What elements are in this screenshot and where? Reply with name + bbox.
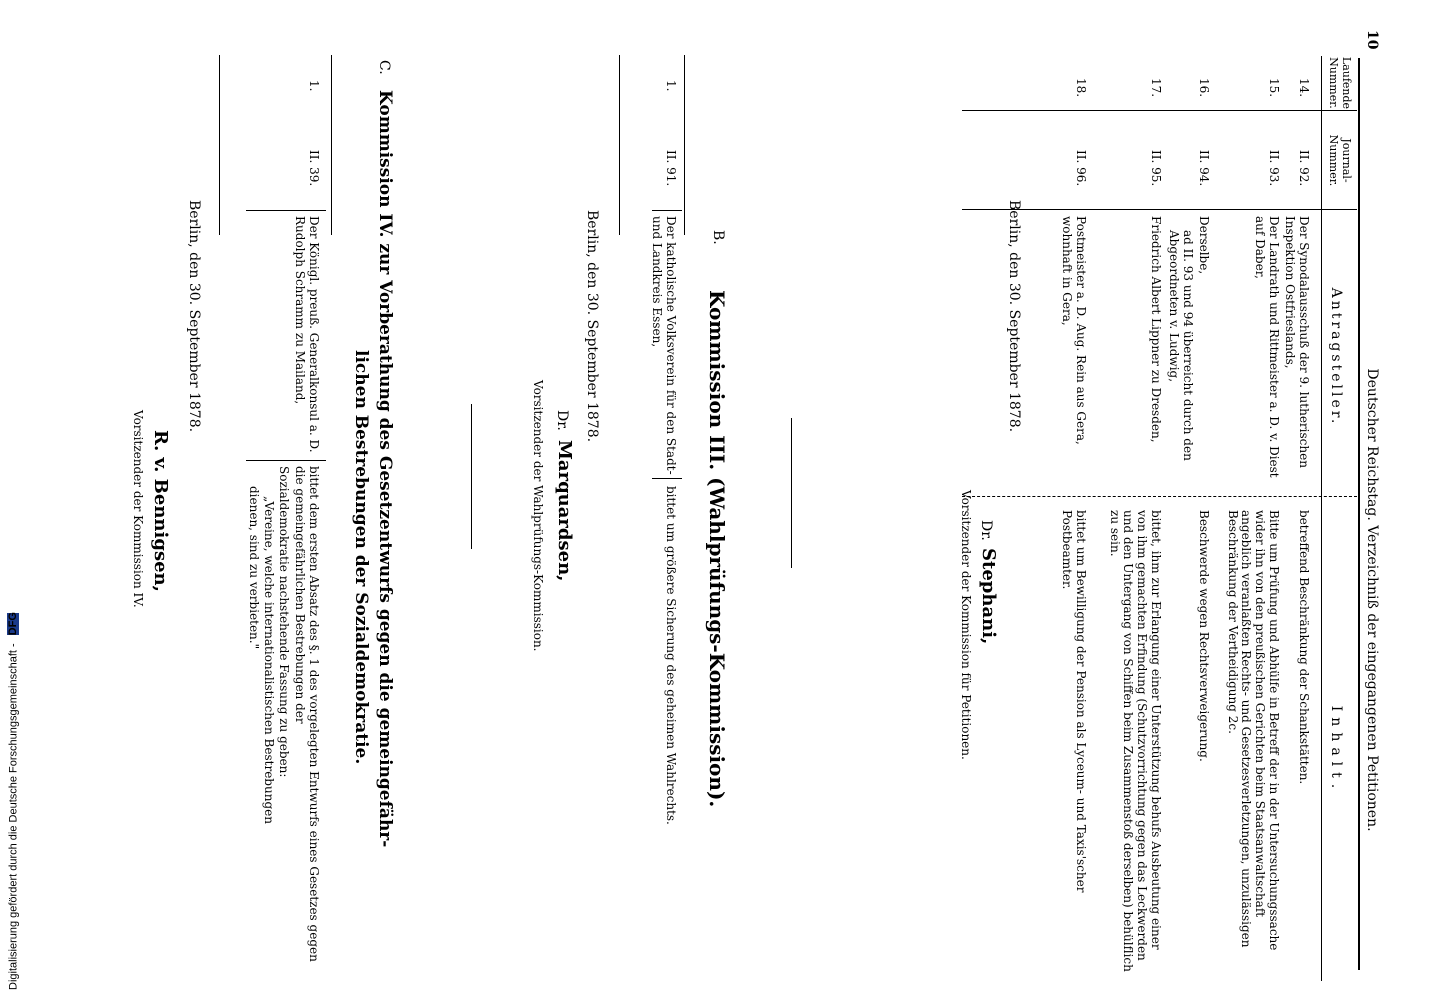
row-inhalt: betreffend Beschränkung der Schankstätten. [1297, 510, 1311, 785]
row-inhalt: bittet um größere Sicherung des geheimen Wahlrechts. [664, 486, 678, 825]
section-heading: Kommission III. (Wahlprüfungs-Kommission). [705, 290, 729, 808]
col-divider [652, 210, 682, 211]
running-title: Deutscher Reichstag. Verzeichniß der eingegangenen Petitionen. [1364, 368, 1380, 832]
col-header-antragsteller: Antragsteller. [1328, 287, 1344, 427]
row-lfd: 16. [1197, 78, 1211, 98]
signer-name: R. v. Bennigsen, [150, 430, 171, 592]
row-rule-top [331, 55, 332, 235]
signer-name: Marquardsen, [554, 440, 575, 582]
row-lfd: 15. [1267, 78, 1281, 98]
signer-name: Stephani, [978, 548, 999, 645]
section-letter: C. [376, 60, 392, 75]
row-inhalt: bittet, ihm zur Erlangung einer Unterstützung behufs Ausbeutung einer von ihm gemachten Erfindung (Schutzvorrichtung gegen das Leckwerden und den Untergang von Schiffen beim Zusammenstoß derselben) behülflich zu sein. [1107, 510, 1163, 972]
col-divider [246, 460, 326, 461]
row-lfd: 18. [1074, 78, 1088, 98]
row-lfd: 1. [307, 80, 321, 92]
row-inhalt: bittet um Bewilligung der Pension als Lyceum- und Taxis'scher Postbeamter. [1060, 510, 1088, 893]
row-journal: II. 39. [307, 150, 321, 187]
signer-role: Vorsitzender der Kommission für Petitionen. [959, 490, 973, 760]
row-rule-bottom [619, 55, 620, 235]
row-rule-top [684, 55, 685, 235]
signer-role: Vorsitzender der Kommission IV. [131, 410, 145, 608]
row-lfd: 1. [664, 80, 678, 92]
row-inhalt-quote: dienen, sind zu verbieten." [247, 486, 261, 650]
signature-date: Berlin, den 30. September 1878. [584, 210, 600, 443]
row-antragsteller: Postmeister a. D. Aug. Rein aus Gera, wohnhaft in Gera, [1060, 216, 1088, 445]
row-journal: II. 94. [1197, 150, 1211, 187]
row-lfd: 14. [1297, 78, 1311, 98]
row-antragsteller: Der Synodalausschuß der 9. lutherischen Inspektion Ostfrieslands, [1283, 216, 1311, 468]
row-journal: II. 95. [1149, 150, 1163, 187]
row-rule-bottom [219, 55, 220, 235]
col-header-lfd: Laufende Nummer. [1327, 56, 1353, 110]
separator-rule [791, 418, 792, 568]
separator-rule [471, 404, 472, 549]
row-antragsteller: Friedrich Albert Lippner zu Dresden, [1149, 216, 1163, 443]
footer-text: Digitalisierung gefördert durch die Deutsche Forschungsgemeinschaft - [7, 643, 20, 990]
signature-date: Berlin, den 30. September 1878. [186, 200, 202, 433]
signer-role: Vorsitzender der Wahlprüfungs-Kommission. [531, 380, 545, 652]
row-inhalt: Bitte um Prüfung und Abhülfe in Betreff der in der Untersuchungssache wider ihn von den preußischen Gerichten beim Staatsanwaltschaft angeblich veranlaßten Rechts- und Gesetzesverletzungen, unzulässigen Beschränkung der Vertheidigung 2c. [1225, 510, 1281, 951]
header-rule [1358, 58, 1360, 970]
row-antragsteller: Der Königl. preuß. Generalkonsul a. D. Rudolph Schramm zu Mailand, [293, 216, 321, 453]
col-header-journal: Journal-Nummer. [1327, 134, 1353, 187]
col-header-inhalt: Inhalt. [1328, 705, 1344, 795]
row-inhalt: Sozialdemokratie nachstehende Fassung zu geben: [277, 466, 291, 778]
section-heading: lichen Bestrebungen der Sozialdemokratie. [351, 350, 371, 765]
row-lfd: 17. [1149, 78, 1163, 98]
col-divider [652, 478, 682, 479]
row-antragsteller: Der katholische Volksverein für den Stadt- und Landkreis Essen, [650, 216, 678, 475]
row-journal: II. 92. [1297, 150, 1311, 187]
row-inhalt: Beschwerde wegen Rechtsverweigerung. [1197, 510, 1211, 762]
col-divider-1 [962, 110, 1357, 111]
page-number: 10 [1364, 30, 1380, 50]
section-heading: Kommission IV. zur Vorberathung des Gesetzentwurfs gegen die gemeingefähr- [375, 90, 395, 848]
row-inhalt-quote: „Vereine, welche internationalistischen Bestrebungen [262, 496, 276, 824]
row-antragsteller: ad II. 93 und 94 überreicht durch den Abgeordneten v. Ludwig, [1167, 230, 1195, 461]
row-antragsteller: Derselbe, [1197, 216, 1211, 275]
row-journal: II. 91. [664, 150, 678, 187]
row-antragsteller: Der Landrath und Rittmeister a. D. v. Diest auf Daber, [1253, 216, 1281, 478]
row-inhalt: bittet dem ersten Absatz des §. 1 des vorgelegten Entwurfs eines Gesetzes gegen die gemeingefährlichen Bestrebungen der [293, 466, 321, 962]
col-divider-3 [962, 496, 1357, 498]
signature-date: Berlin, den 30. September 1878. [1006, 200, 1022, 433]
table-top-rule [1321, 56, 1322, 981]
row-journal: II. 96. [1074, 150, 1088, 187]
digitization-footer [4, 610, 34, 990]
signer-title: Dr. [554, 410, 570, 431]
section-letter: B. [710, 230, 726, 245]
row-journal: II. 93. [1267, 150, 1281, 187]
col-divider [246, 210, 326, 211]
signer-title: Dr. [978, 520, 994, 541]
dfg-logo-icon: DFG [7, 612, 20, 636]
